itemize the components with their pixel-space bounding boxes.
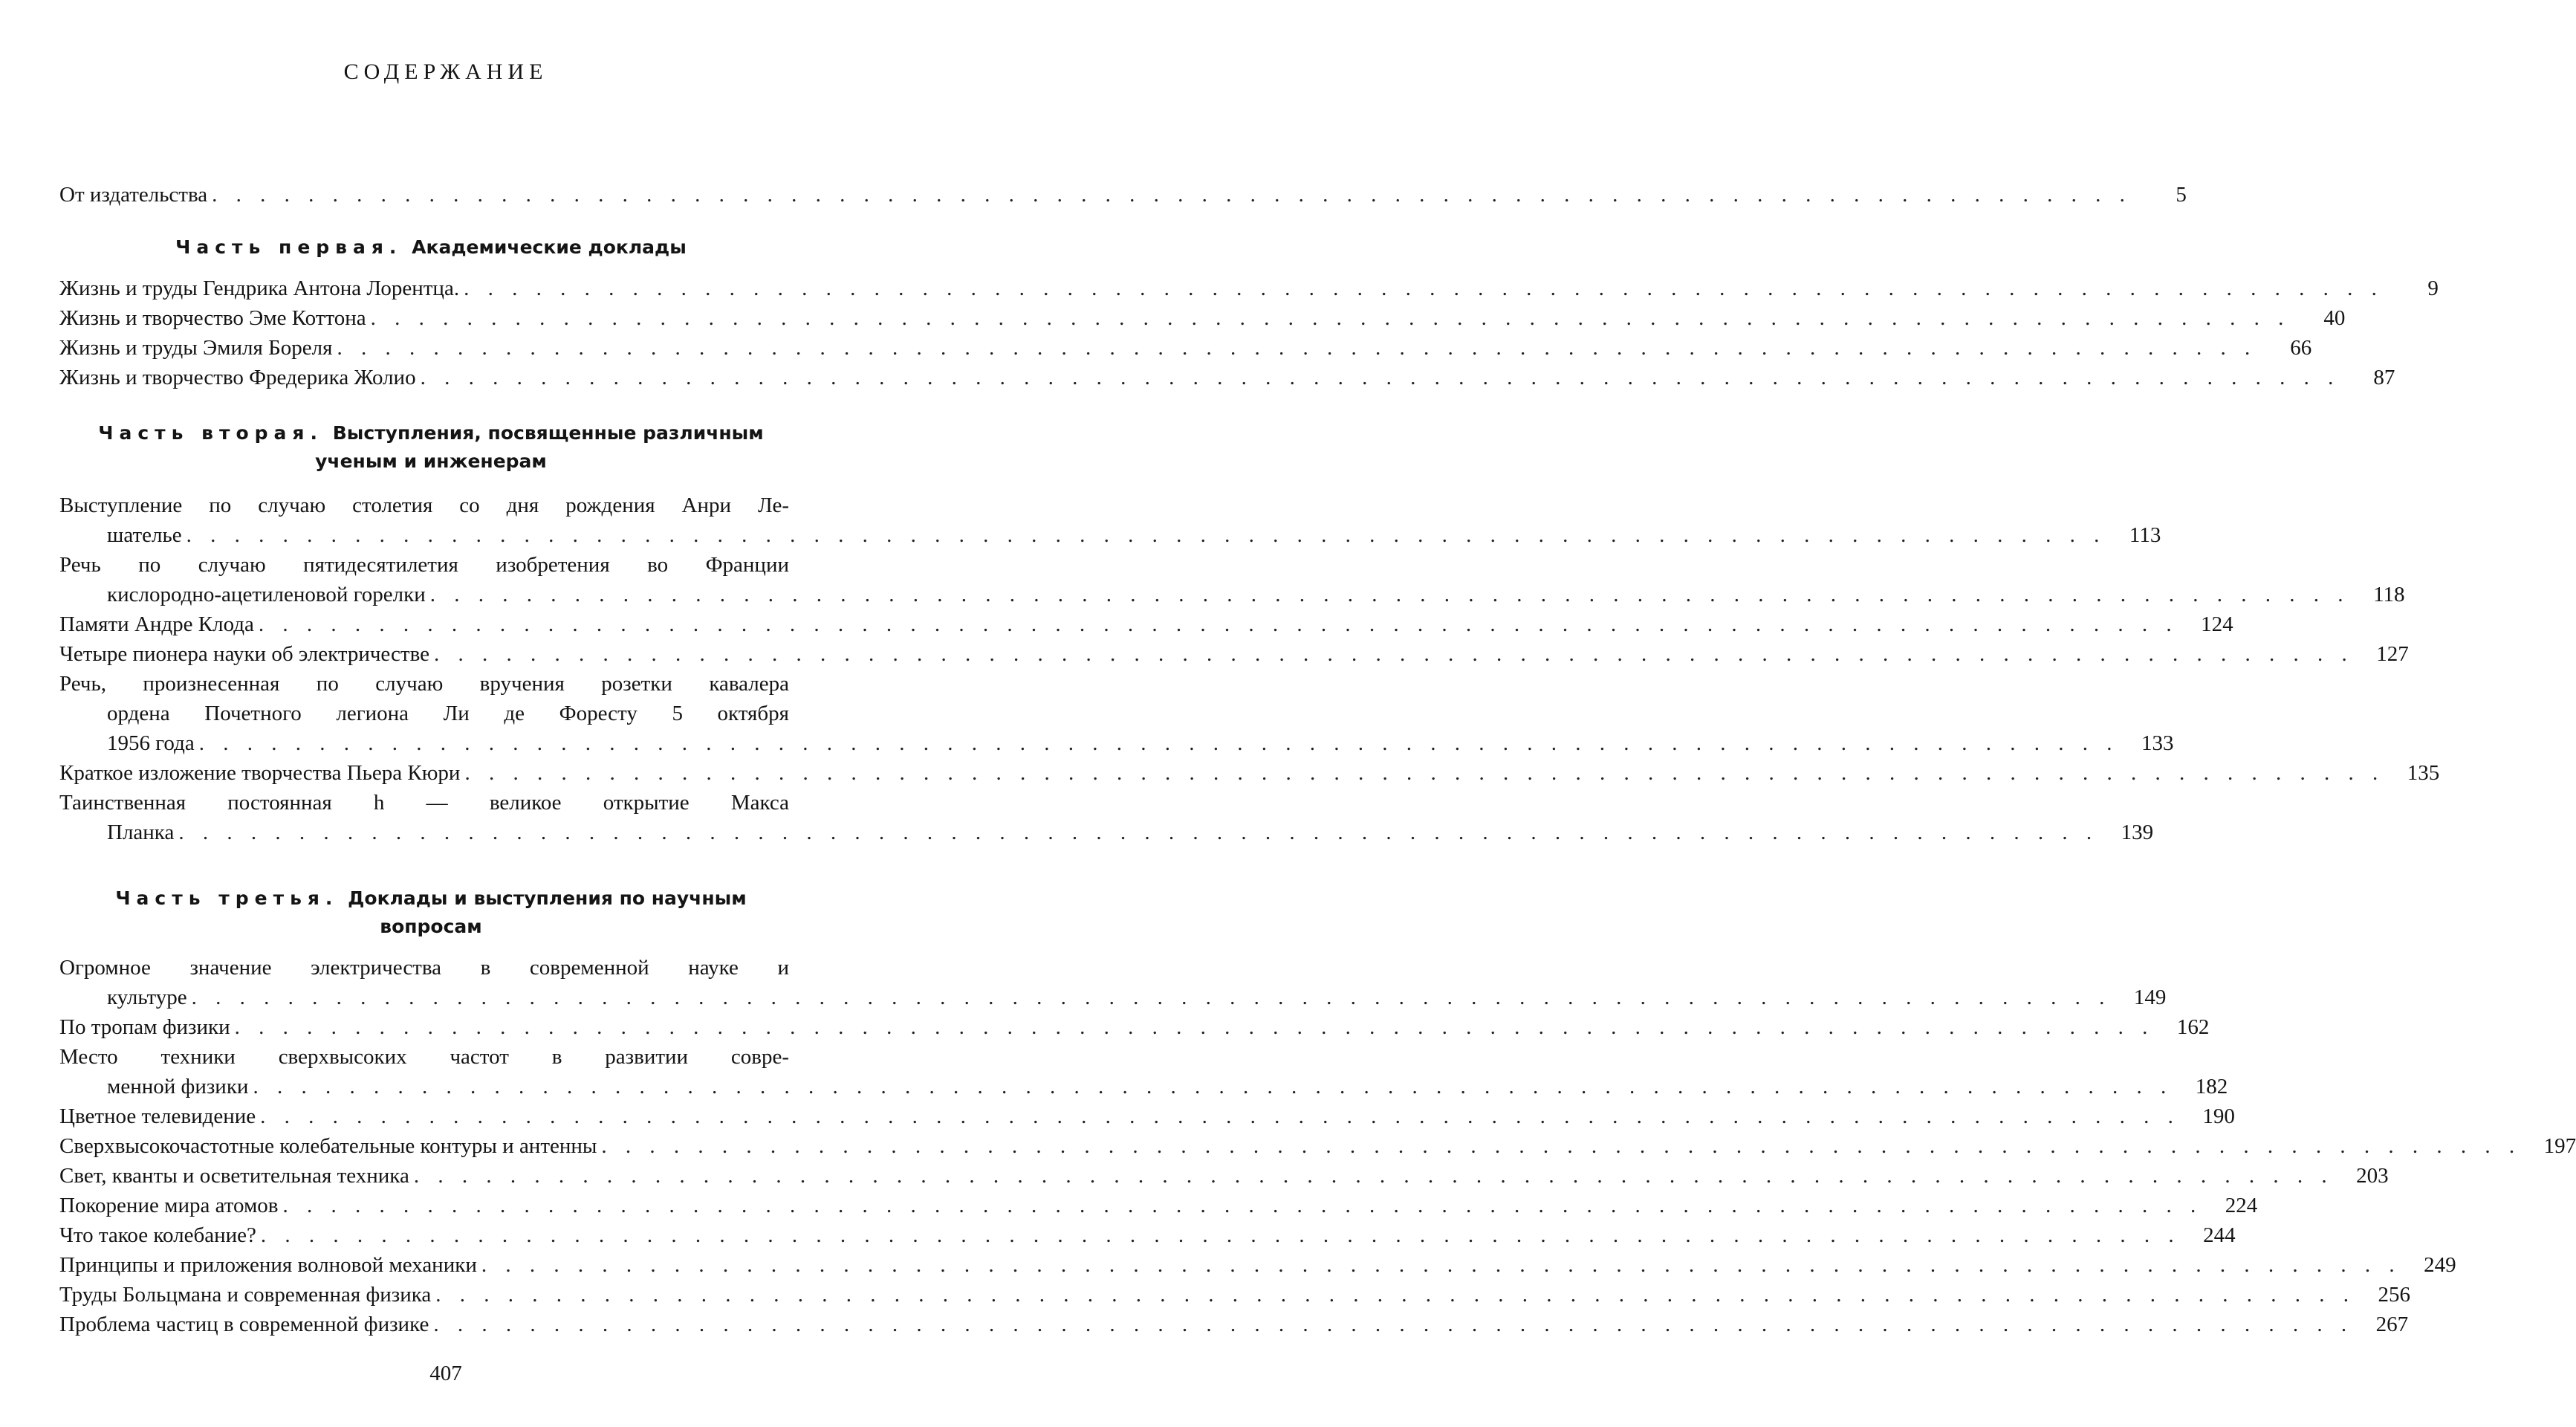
entry-title-line: Место техники сверхвысоких частот в развитии совре- xyxy=(59,1045,789,1069)
leader-dots: . . . . . . . . . . . . . . . . . . . . . . . . . . . . . . . . . . . . . . . . . . . . . . . . . . . . . . . . . . . . . . . . . . . . . . . . . . . . . . . . xyxy=(282,1194,2203,1217)
entry-page: 267 xyxy=(2375,1313,2409,1336)
entry-title: кислородно-ацетиленовой горелки xyxy=(107,583,426,606)
toc-entry xyxy=(59,1012,2210,1042)
leader-dots: . . . . . . . . . . . . . . . . . . . . . . . . . . . . . . . . . . . . . . . . . . . . . . . . . . . . . . . . . . . . . . . . . . . . . . . . . . . . . . . . xyxy=(186,523,2106,547)
toc-entry xyxy=(59,728,2174,758)
entry-page: 133 xyxy=(2141,731,2174,755)
part-heading xyxy=(59,419,802,476)
entry-page: 190 xyxy=(2202,1104,2235,1128)
toc-entry xyxy=(59,983,2167,1012)
entry-page: 5 xyxy=(2176,183,2187,207)
entry-page: 182 xyxy=(2195,1075,2228,1098)
part-label: Часть первая. xyxy=(175,236,403,258)
toc-entry xyxy=(59,274,2439,303)
entry-title-line: Речь по случаю пятидесятилетия изобретения во Франции xyxy=(59,553,789,577)
entry-title: менной физики xyxy=(107,1075,249,1098)
part-title-cont: вопросам xyxy=(380,916,482,937)
entry-page: 256 xyxy=(2378,1283,2411,1307)
entry-title: Сверхвысокочастотные колебательные контуры и антенны xyxy=(59,1134,597,1158)
entry-title: 1956 года xyxy=(107,731,195,755)
toc-entry xyxy=(59,363,2395,392)
entry-page: 124 xyxy=(2201,612,2233,636)
entry-page: 224 xyxy=(2225,1194,2258,1217)
leader-dots: . . . . . . . . . . . . . . . . . . . . . . . . . . . . . . . . . . . . . . . . . . . . . . . . . . . . . . . . . . . . . . . . . . . . . . . . . . . . . . . . xyxy=(370,306,2291,330)
entry-title: шателье xyxy=(107,523,182,547)
entry-page: 127 xyxy=(2376,642,2409,666)
entry-title: Памяти Андре Клода xyxy=(59,612,254,636)
entry-title: Планка xyxy=(107,821,175,844)
entry-page: 87 xyxy=(2373,366,2395,389)
entry-title: культуре xyxy=(107,986,187,1009)
entry-title: Покорение мира атомов xyxy=(59,1194,279,1217)
part-label: Часть вторая. xyxy=(98,422,323,444)
entry-title: Краткое изложение творчества Пьера Кюри xyxy=(59,761,461,785)
entry-title-line: Выступление по случаю столетия со дня рождения Анри Ле- xyxy=(59,494,789,517)
page-number: 407 xyxy=(429,1362,462,1385)
part-title: Выступления, посвященные различным xyxy=(332,422,764,444)
entry-page: 249 xyxy=(2424,1253,2456,1277)
toc-entry xyxy=(59,639,2409,669)
entry-page: 162 xyxy=(2176,1015,2210,1039)
entry-title: Цветное телевидение xyxy=(59,1104,256,1128)
leader-dots: . . . . . . . . . . . . . . . . . . . . . . . . . . . . . . . . . . . . . . . . . . . . . . . . . . . . . . . . . . . . . . . . . . . . . . . . . . . . . . . . xyxy=(260,1223,2181,1247)
toc-entry xyxy=(59,609,2233,639)
entry-page: 203 xyxy=(2356,1164,2389,1188)
entry-title-line: Речь, произнесенная по случаю вручения розетки кавалера xyxy=(59,672,789,696)
entry-title-line: ордена Почетного легиона Ли де Форесту 5 октября xyxy=(107,702,789,725)
part-3-list xyxy=(59,953,2576,1339)
entry-title: Принципы и приложения волновой механики xyxy=(59,1253,477,1277)
leader-dots: . . . . . . . . . . . . . . . . . . . . . . . . . . . . . . . . . . . . . . . . . . . . . . . . . . . . . . . . . . . . . . . . . . . . . . . . . . . . . . . . xyxy=(337,336,2257,360)
toc-entry xyxy=(59,1310,2409,1339)
part-1-list xyxy=(59,274,2439,392)
leader-dots: . . . . . . . . . . . . . . . . . . . . . . . . . . . . . . . . . . . . . . . . . . . . . . . . . . . . . . . . . . . . . . . . . . . . . . . . . . . . . . . . xyxy=(260,1104,2180,1128)
leader-dots: . . . . . . . . . . . . . . . . . . . . . . . . . . . . . . . . . . . . . . . . . . . . . . . . . . . . . . . . . . . . . . . . . . . . . . . . . . . . . . . . xyxy=(413,1164,2334,1188)
toc-entry xyxy=(59,303,2346,333)
leader-dots: . . . . . . . . . . . . . . . . . . . . . . . . . . . . . . . . . . . . . . . . . . . . . . . . . . . . . . . . . . . . . . . . . . . . . . . . . . . . . . . . xyxy=(198,731,2119,755)
part-title-cont: ученым и инженерам xyxy=(315,450,547,472)
leader-dots: . . . . . . . . . . . . . . . . . . . . . . . . . . . . . . . . . . . . . . . . . . . . . . . . . . . . . . . . . . . . . . . . . . . . . . . . . . . . . . . . xyxy=(178,821,2099,844)
entry-title: По тропам физики xyxy=(59,1015,230,1039)
toc-entry xyxy=(59,1072,2228,1101)
page-title: СОДЕРЖАНИЕ xyxy=(343,59,548,84)
toc-entry xyxy=(59,1220,2236,1250)
leader-dots: . . . . . . . . . . . . . . . . . . . . . . . . . . . . . . . . . . . . . . . . . . . . . . . . . . . . . . . . . . . . . . . . . . . . . . . . . . . . . . . . xyxy=(258,612,2178,636)
entry-title: Жизнь и творчество Фредерика Жолио xyxy=(59,366,416,389)
part-2-list xyxy=(59,491,2440,847)
entry-title: Жизнь и труды Гендрика Антона Лорентца. xyxy=(59,276,460,300)
entry-page: 66 xyxy=(2290,336,2312,360)
entry-title: Проблема частиц в современной физике xyxy=(59,1313,429,1336)
toc-entry xyxy=(59,520,2161,550)
entry-title-line: Таинственная постоянная h — великое открытие Макса xyxy=(59,791,789,815)
part-title: Академические доклады xyxy=(412,236,687,258)
part-label: Часть третья. xyxy=(115,887,339,909)
toc-entry xyxy=(59,1280,2411,1310)
entry-title: Жизнь и труды Эмиля Бореля xyxy=(59,336,333,360)
entry-page: 9 xyxy=(2427,276,2439,300)
toc-entry xyxy=(59,180,2187,210)
toc-entry xyxy=(59,1191,2258,1220)
leader-dots: . . . . . . . . . . . . . . . . . . . . . . . . . . . . . . . . . . . . . . . . . . . . . . . . . . . . . . . . . . . . . . . . . . . . . . . . . . . . . . . . xyxy=(464,276,2384,300)
leader-dots: . . . . . . . . . . . . . . . . . . . . . . . . . . . . . . . . . . . . . . . . . . . . . . . . . . . . . . . . . . . . . . . . . . . . . . . . . . . . . . . . xyxy=(212,183,2132,207)
entry-page: 135 xyxy=(2407,761,2440,785)
entry-page: 244 xyxy=(2203,1223,2236,1247)
leader-dots: . . . . . . . . . . . . . . . . . . . . . . . . . . . . . . . . . . . . . . . . . . . . . . . . . . . . . . . . . . . . . . . . . . . . . . . . . . . . . . . . xyxy=(481,1253,2401,1277)
entry-page: 197 xyxy=(2543,1134,2576,1158)
entry-title: Жизнь и творчество Эме Коттона xyxy=(59,306,366,330)
leader-dots: . . . . . . . . . . . . . . . . . . . . . . . . . . . . . . . . . . . . . . . . . . . . . . . . . . . . . . . . . . . . . . . . . . . . . . . . . . . . . . . . xyxy=(429,583,2350,606)
entry-page: 149 xyxy=(2133,986,2167,1009)
part-heading xyxy=(59,233,802,262)
leader-dots: . . . . . . . . . . . . . . . . . . . . . . . . . . . . . . . . . . . . . . . . . . . . . . . . . . . . . . . . . . . . . . . . . . . . . . . . . . . . . . . . xyxy=(433,642,2354,666)
leader-dots: . . . . . . . . . . . . . . . . . . . . . . . . . . . . . . . . . . . . . . . . . . . . . . . . . . . . . . . . . . . . . . . . . . . . . . . . . . . . . . . . xyxy=(234,1015,2155,1039)
entry-page: 139 xyxy=(2121,821,2154,844)
toc-entry xyxy=(59,1131,2576,1161)
toc-intro xyxy=(59,180,2187,210)
entry-title-line: Огромное значение электричества в современной науке и xyxy=(59,956,789,980)
part-heading xyxy=(59,884,802,941)
leader-dots: . . . . . . . . . . . . . . . . . . . . . . . . . . . . . . . . . . . . . . . . . . . . . . . . . . . . . . . . . . . . . . . . . . . . . . . . . . . . . . . . xyxy=(191,986,2112,1009)
entry-title: Что такое колебание? xyxy=(59,1223,256,1247)
toc-entry xyxy=(59,1161,2389,1191)
toc-entry xyxy=(59,580,2405,609)
leader-dots: . . . . . . . . . . . . . . . . . . . . . . . . . . . . . . . . . . . . . . . . . . . . . . . . . . . . . . . . . . . . . . . . . . . . . . . . . . . . . . . . xyxy=(420,366,2340,389)
entry-title: Четыре пионера науки об электричестве xyxy=(59,642,429,666)
leader-dots: . . . . . . . . . . . . . . . . . . . . . . . . . . . . . . . . . . . . . . . . . . . . . . . . . . . . . . . . . . . . . . . . . . . . . . . . . . . . . . . . xyxy=(435,1283,2356,1307)
toc-entry xyxy=(59,333,2312,363)
toc-entry xyxy=(59,1250,2456,1280)
entry-title: От издательства xyxy=(59,183,208,207)
toc-entry xyxy=(59,1101,2235,1131)
leader-dots: . . . . . . . . . . . . . . . . . . . . . . . . . . . . . . . . . . . . . . . . . . . . . . . . . . . . . . . . . . . . . . . . . . . . . . . . . . . . . . . . xyxy=(253,1075,2173,1098)
leader-dots: . . . . . . . . . . . . . . . . . . . . . . . . . . . . . . . . . . . . . . . . . . . . . . . . . . . . . . . . . . . . . . . . . . . . . . . . . . . . . . . . xyxy=(601,1134,2522,1158)
entry-page: 40 xyxy=(2323,306,2346,330)
part-title: Доклады и выступления по научным xyxy=(348,887,747,909)
toc-entry xyxy=(59,758,2440,788)
leader-dots: . . . . . . . . . . . . . . . . . . . . . . . . . . . . . . . . . . . . . . . . . . . . . . . . . . . . . . . . . . . . . . . . . . . . . . . . . . . . . . . . xyxy=(433,1313,2354,1336)
entry-page: 118 xyxy=(2373,583,2405,606)
toc-entry xyxy=(59,818,2154,847)
entry-page: 113 xyxy=(2129,523,2161,547)
entry-title: Свет, кванты и осветительная техника xyxy=(59,1164,409,1188)
leader-dots: . . . . . . . . . . . . . . . . . . . . . . . . . . . . . . . . . . . . . . . . . . . . . . . . . . . . . . . . . . . . . . . . . . . . . . . . . . . . . . . . xyxy=(464,761,2385,785)
entry-title: Труды Больцмана и современная физика xyxy=(59,1283,432,1307)
